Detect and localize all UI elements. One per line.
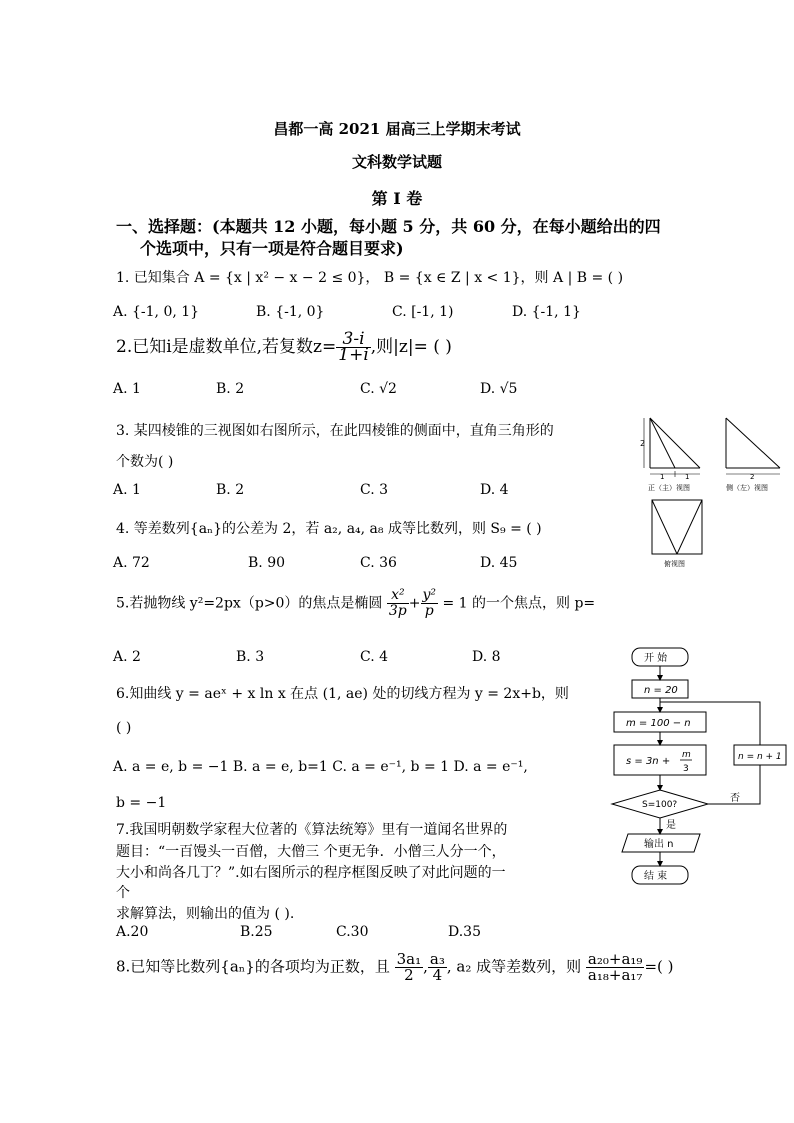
program-flowchart	[600, 640, 790, 890]
dim-2: 1	[685, 473, 690, 481]
q3-option-b: B. 2	[216, 482, 245, 498]
q3-line1: 3. 某四棱锥的三视图如右图所示，在此四棱锥的侧面中，直角三角形的	[116, 423, 554, 439]
yes-label: 是	[666, 820, 676, 831]
q8-suffix: =( )	[644, 957, 674, 976]
no-label: 否	[730, 793, 740, 804]
q4-stem: 4. 等差数列{aₙ}的公差为 2，若 a₂, a₄, a₈ 成等比数列，则 S₉ = ( )	[116, 521, 542, 537]
q3-option-a: A. 1	[113, 482, 141, 498]
increment-text: n = n + 1	[738, 752, 782, 762]
q6-option-d-cont: b = −1	[116, 795, 167, 811]
q8-middle: , a₂ 成等差数列，则	[446, 957, 582, 976]
side-view-label: 侧（左）视图	[726, 484, 768, 492]
s-calc-text: s = 3n +	[626, 756, 671, 767]
top-view-drawing	[652, 500, 702, 554]
q8-stem	[116, 952, 673, 983]
q5-prefix: 5.若抛物线 y²=2px（p>0）的焦点是椭圆	[116, 595, 383, 612]
q5-fraction-y	[421, 588, 439, 619]
side-view-drawing	[726, 418, 780, 474]
q1-option-b: B. {-1, 0}	[256, 304, 325, 320]
q4-option-c: C. 36	[360, 555, 397, 571]
q6-options: A. a = e, b = −1 B. a = e, b=1 C. a = e⁻¹, b = 1 D. a = e⁻¹,	[113, 759, 528, 775]
q8-sep: ,	[423, 957, 428, 976]
q3-line2: 个数为( )	[116, 454, 174, 470]
dim-3: 2	[750, 473, 755, 481]
q8-fraction-1	[395, 952, 424, 983]
q4-option-b: B. 90	[248, 555, 286, 571]
volume-label: 第 I 卷	[371, 189, 423, 208]
q8-f1-den: 2	[404, 966, 414, 984]
q5-f2-den: p	[424, 603, 434, 619]
q8-fraction-3	[586, 952, 645, 983]
q8-fraction-2	[428, 952, 447, 983]
front-view-drawing	[644, 418, 700, 477]
q7-option-c: C.30	[336, 924, 369, 940]
height-mark: 2	[640, 439, 646, 448]
q2-option-a: A. 1	[113, 381, 141, 397]
q5-f1-den: 3p	[388, 603, 407, 619]
s-calc-num: m	[682, 750, 691, 760]
q7-line5: 求解算法，则输出的值为 ( ).	[116, 906, 295, 922]
q7-option-d: D.35	[448, 924, 481, 940]
q5-f2-num: y²	[422, 587, 437, 603]
dim-1: 1	[660, 473, 665, 481]
q2-frac-den: 1+i	[338, 345, 369, 365]
q1-stem: 1. 已知集合 A = {x | x² − x − 2 ≤ 0}， B = {x ∈ Z | x < 1}，则 A | B = ( )	[116, 270, 624, 286]
q8-f1-num: 3a₁	[396, 950, 422, 968]
s-calc-den: 3	[683, 764, 689, 774]
end-text: 结 束	[644, 871, 668, 882]
front-view-label: 正（主）视图	[648, 484, 690, 492]
start-text: 开 始	[644, 653, 668, 664]
q8-f3-num: a₂₀+a₁₉	[587, 950, 643, 968]
q5-f1-num: x²	[387, 588, 409, 604]
q5-suffix: = 1 的一个焦点，则 p=	[442, 595, 596, 612]
q5-option-a: A. 2	[113, 649, 141, 665]
m-calc-text: m = 100 − n	[626, 718, 691, 729]
q7-line1: 7.我国明朝数学家程大位著的《算法统筹》里有一道闻名世界的	[116, 822, 508, 838]
q5-stem	[116, 588, 595, 619]
q5-plus: +	[408, 595, 421, 612]
init-text: n = 20	[644, 685, 678, 696]
q2-prefix: 2.已知i是虚数单位,若复数z=	[116, 337, 337, 357]
section-heading-line1: 一、选择题：(本题共 12 小题，每小题 5 分，共 60 分，在每小题给出的四	[116, 217, 661, 236]
q8-f3-den: a₁₈+a₁₇	[587, 966, 643, 984]
output-text: 输出 n	[644, 839, 674, 850]
q2-suffix: ,则|z|= ( )	[370, 337, 452, 357]
q8-f2-num: a₃	[429, 950, 445, 968]
condition-text: S=100?	[642, 800, 678, 810]
q8-f2-den: 4	[432, 966, 443, 984]
three-view-figure	[638, 412, 788, 572]
exam-subtitle: 文科数学试题	[351, 153, 442, 171]
q4-option-d: D. 45	[480, 555, 518, 571]
q2-fraction	[336, 329, 371, 365]
q7-line2: 题目：“一百馒头一百僧，大僧三 个更无争．小僧三人分一个，	[116, 844, 506, 860]
q6-line1: 6.知曲线 y = aeˣ + x ln x 在点 (1, ae) 处的切线方程为 y = 2x+b，则	[116, 686, 569, 702]
q6-line2: ( )	[116, 720, 132, 736]
q2-option-b: B. 2	[216, 381, 245, 397]
q1-option-d: D. {-1, 1}	[512, 304, 581, 320]
q7-option-b: B.25	[240, 924, 273, 940]
q5-fraction-x	[387, 588, 409, 619]
q2-frac-num: 3-i	[336, 332, 371, 348]
exam-title: 昌都一高 2021 届高三上学期末考试	[273, 120, 521, 138]
q8-prefix: 8.已知等比数列{aₙ}的各项均为正数，且	[116, 957, 390, 976]
q1-option-a: A. {-1, 0, 1}	[113, 304, 200, 320]
q2-stem	[116, 329, 452, 365]
q7-line3: 大小和尚各几丁？”.如右图所示的程序框图反映了对此问题的一	[116, 865, 506, 881]
q7-line4: 个	[116, 885, 130, 901]
q4-option-a: A. 72	[113, 555, 150, 571]
q2-option-d: D. √5	[480, 381, 518, 397]
q1-option-c: C. [-1, 1)	[392, 304, 454, 320]
q3-option-d: D. 4	[480, 482, 509, 498]
section-heading-line2: 个选项中，只有一项是符合题目要求)	[140, 239, 404, 258]
q3-option-c: C. 3	[360, 482, 389, 498]
q7-option-a: A.20	[116, 924, 149, 940]
top-view-label: 俯视图	[664, 560, 685, 568]
q5-option-c: C. 4	[360, 649, 389, 665]
q5-option-b: B. 3	[236, 649, 265, 665]
q2-option-c: C. √2	[360, 381, 397, 397]
q5-option-d: D. 8	[472, 649, 501, 665]
